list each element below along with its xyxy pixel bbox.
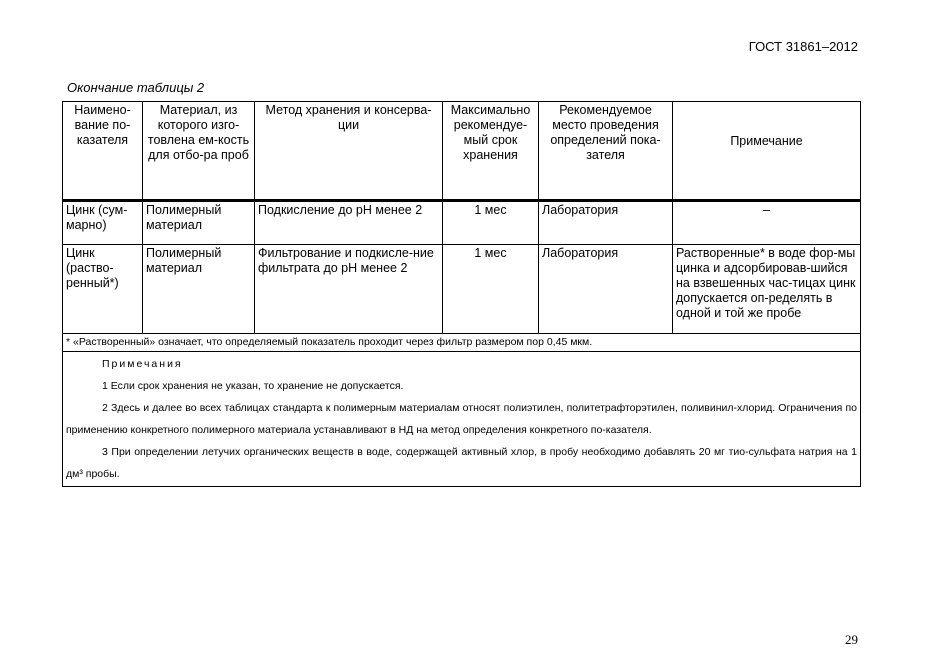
note-item: 3 При определении летучих органических веществ в воде, содержащей активный хлор, в пробу необходимо добавлять 20 мг тио-сульфата натрия на 1 дм³ пробы. [66, 446, 857, 480]
notes-cell [63, 352, 861, 487]
table-cell: Полимерный материал [143, 201, 255, 245]
page-number: 29 [845, 632, 858, 647]
table-row [63, 201, 861, 245]
column-header: Максимально рекомендуе-мый срок хранения [443, 102, 539, 201]
table-cell: 1 мес [443, 201, 539, 245]
table-footnote: * «Растворенный» означает, что определяемый показатель проходит через фильтр размером пор 0,45 мкм. [63, 334, 861, 352]
column-header: Примечание [673, 102, 861, 201]
table-cell: Лаборатория [539, 201, 673, 245]
table-cell: Лаборатория [539, 245, 673, 334]
table-caption: Окончание таблицы 2 [67, 80, 205, 95]
table-row [63, 245, 861, 334]
table-cell: 1 мес [443, 245, 539, 334]
table-cell: Растворенные* в воде фор-мы цинка и адсорбировав-шийся на взвешенных час-тицах цинк допускается оп-ределять в одной и той же пробе [673, 245, 861, 334]
note-item: 1 Если срок хранения не указан, то хранение не допускается. [102, 380, 404, 392]
table-cell: Цинк (раство-ренный*) [63, 245, 143, 334]
table-cell: Фильтрование и подкисле-ние фильтрата до pH менее 2 [255, 245, 443, 334]
column-header: Метод хранения и консерва-ции [255, 102, 443, 201]
column-header: Рекомендуемое место проведения определений пока-зателя [539, 102, 673, 201]
column-header: Материал, из которого изго-товлена ем-кость для отбо-ра проб [143, 102, 255, 201]
table-cell: Цинк (сум-марно) [63, 201, 143, 245]
notes-title: Примечания [102, 358, 183, 370]
storage-table [62, 101, 861, 487]
table-header-row [63, 102, 861, 201]
standard-code: ГОСТ 31861–2012 [748, 39, 858, 54]
footnote-row [63, 334, 861, 352]
table-cell: Полимерный материал [143, 245, 255, 334]
table-cell: – [673, 201, 861, 245]
notes-row [63, 352, 861, 487]
table-cell: Подкисление до pH менее 2 [255, 201, 443, 245]
note-item: 2 Здесь и далее во всех таблицах стандарта к полимерным материалам относят полиэтилен, политетрафторэтилен, поливинил-хлорид. Ограничения по применению конкретного полимерного материала устанавливают в НД на метод определения конкретного по-казателя. [66, 402, 857, 436]
column-header: Наимено-вание по-казателя [63, 102, 143, 201]
